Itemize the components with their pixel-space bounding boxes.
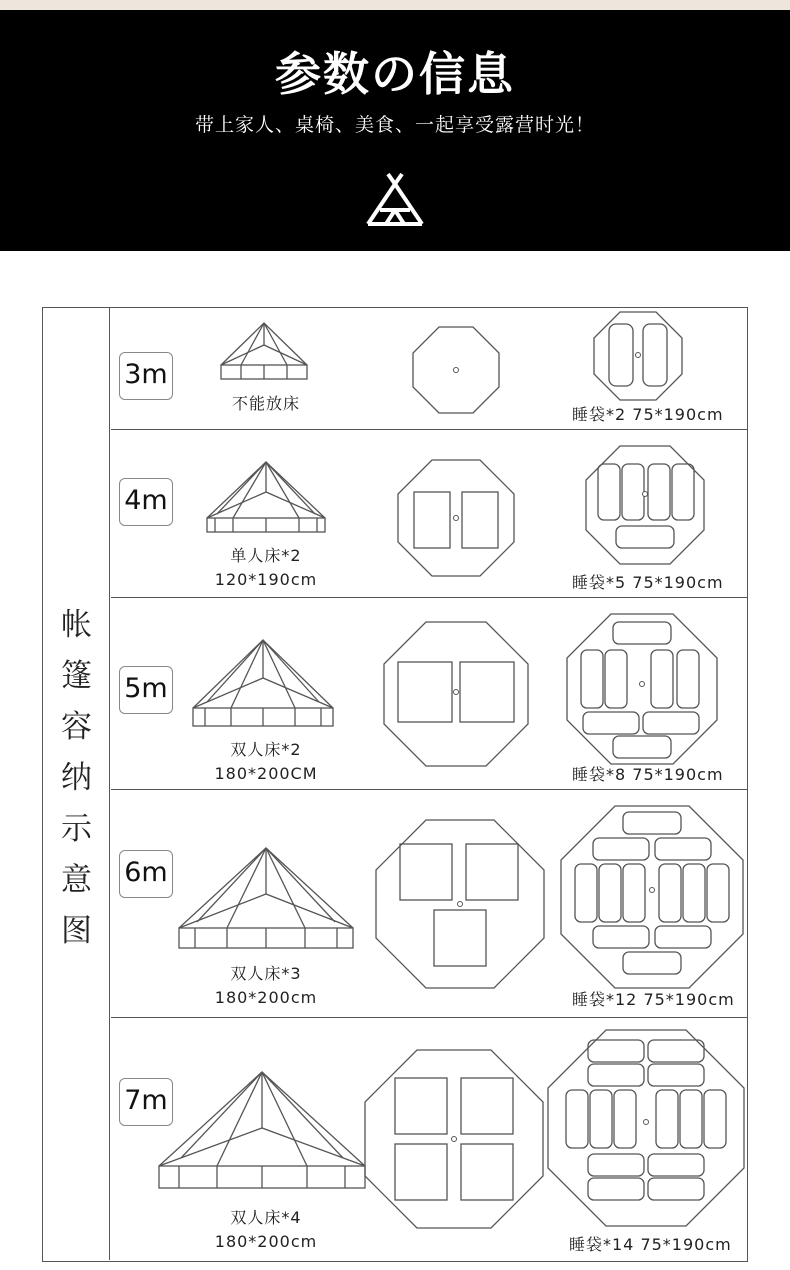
bed-size: 180*200CM	[214, 764, 318, 783]
tent-side-diagram	[159, 1072, 365, 1192]
page-subtitle: 带上家人、桌椅、美食、一起享受露营时光！	[194, 114, 595, 136]
table-row	[111, 430, 747, 598]
size-badge: 5m	[119, 666, 173, 714]
tent-icon	[364, 170, 426, 228]
page-title: 参数の信息	[275, 47, 515, 101]
bed-size: 180*200cm	[214, 1232, 318, 1251]
side-label	[43, 600, 110, 957]
bed-count: 双人床*2	[230, 740, 302, 759]
table-row	[111, 790, 747, 1018]
tent-floor-plan	[384, 622, 528, 766]
tent-side-diagram	[179, 848, 353, 950]
bed-label	[201, 1206, 331, 1254]
bed-count: 单人床*2	[230, 546, 302, 565]
size-badge: 3m	[119, 352, 173, 400]
sleeping-bag-label: 睡袋*2 75*190cm	[572, 405, 724, 424]
side-char: 帐	[61, 607, 92, 643]
side-column	[43, 308, 110, 1260]
side-char: 篷	[61, 658, 92, 694]
side-char: 纳	[61, 760, 92, 796]
size-badge: 4m	[119, 478, 173, 526]
size-badge: 7m	[119, 1078, 173, 1126]
bed-label	[201, 544, 331, 592]
sleeping-bag-plan	[548, 1030, 744, 1226]
sleeping-bag-label: 睡袋*14 75*190cm	[569, 1235, 732, 1254]
sleeping-bag-plan	[586, 446, 704, 564]
bed-count: 双人床*3	[230, 964, 302, 983]
bed-size: 180*200cm	[214, 988, 318, 1007]
side-char: 示	[61, 811, 92, 847]
sleeping-bag-plan	[567, 614, 717, 764]
header-banner	[0, 10, 790, 251]
table-row	[111, 598, 747, 790]
top-strip	[0, 0, 790, 10]
bed-label	[201, 738, 331, 786]
table-row	[111, 1018, 747, 1260]
tent-floor-plan	[413, 327, 499, 413]
bed-label	[201, 962, 331, 1010]
sleeping-bag-label: 睡袋*5 75*190cm	[572, 573, 724, 592]
size-badge: 6m	[119, 850, 173, 898]
bed-label	[211, 392, 321, 416]
bed-count: 双人床*4	[230, 1208, 302, 1227]
sleeping-bag-plan	[561, 806, 743, 988]
tent-side-diagram	[221, 323, 307, 383]
sleeping-bag-label: 睡袋*8 75*190cm	[572, 765, 724, 784]
tent-floor-plan	[376, 820, 544, 988]
bed-size: 120*190cm	[214, 570, 318, 589]
tent-side-diagram	[193, 640, 333, 728]
capacity-table	[42, 307, 748, 1262]
sleeping-bag-plan	[594, 312, 682, 400]
side-char: 图	[61, 913, 92, 949]
tent-floor-plan	[365, 1050, 543, 1228]
tent-floor-plan	[398, 460, 514, 576]
table-row	[111, 308, 747, 430]
sleeping-bag-label: 睡袋*12 75*190cm	[572, 990, 735, 1009]
tent-side-diagram	[207, 462, 325, 534]
side-char: 容	[61, 709, 92, 745]
side-char: 意	[61, 862, 92, 898]
bed-count: 不能放床	[231, 394, 300, 413]
